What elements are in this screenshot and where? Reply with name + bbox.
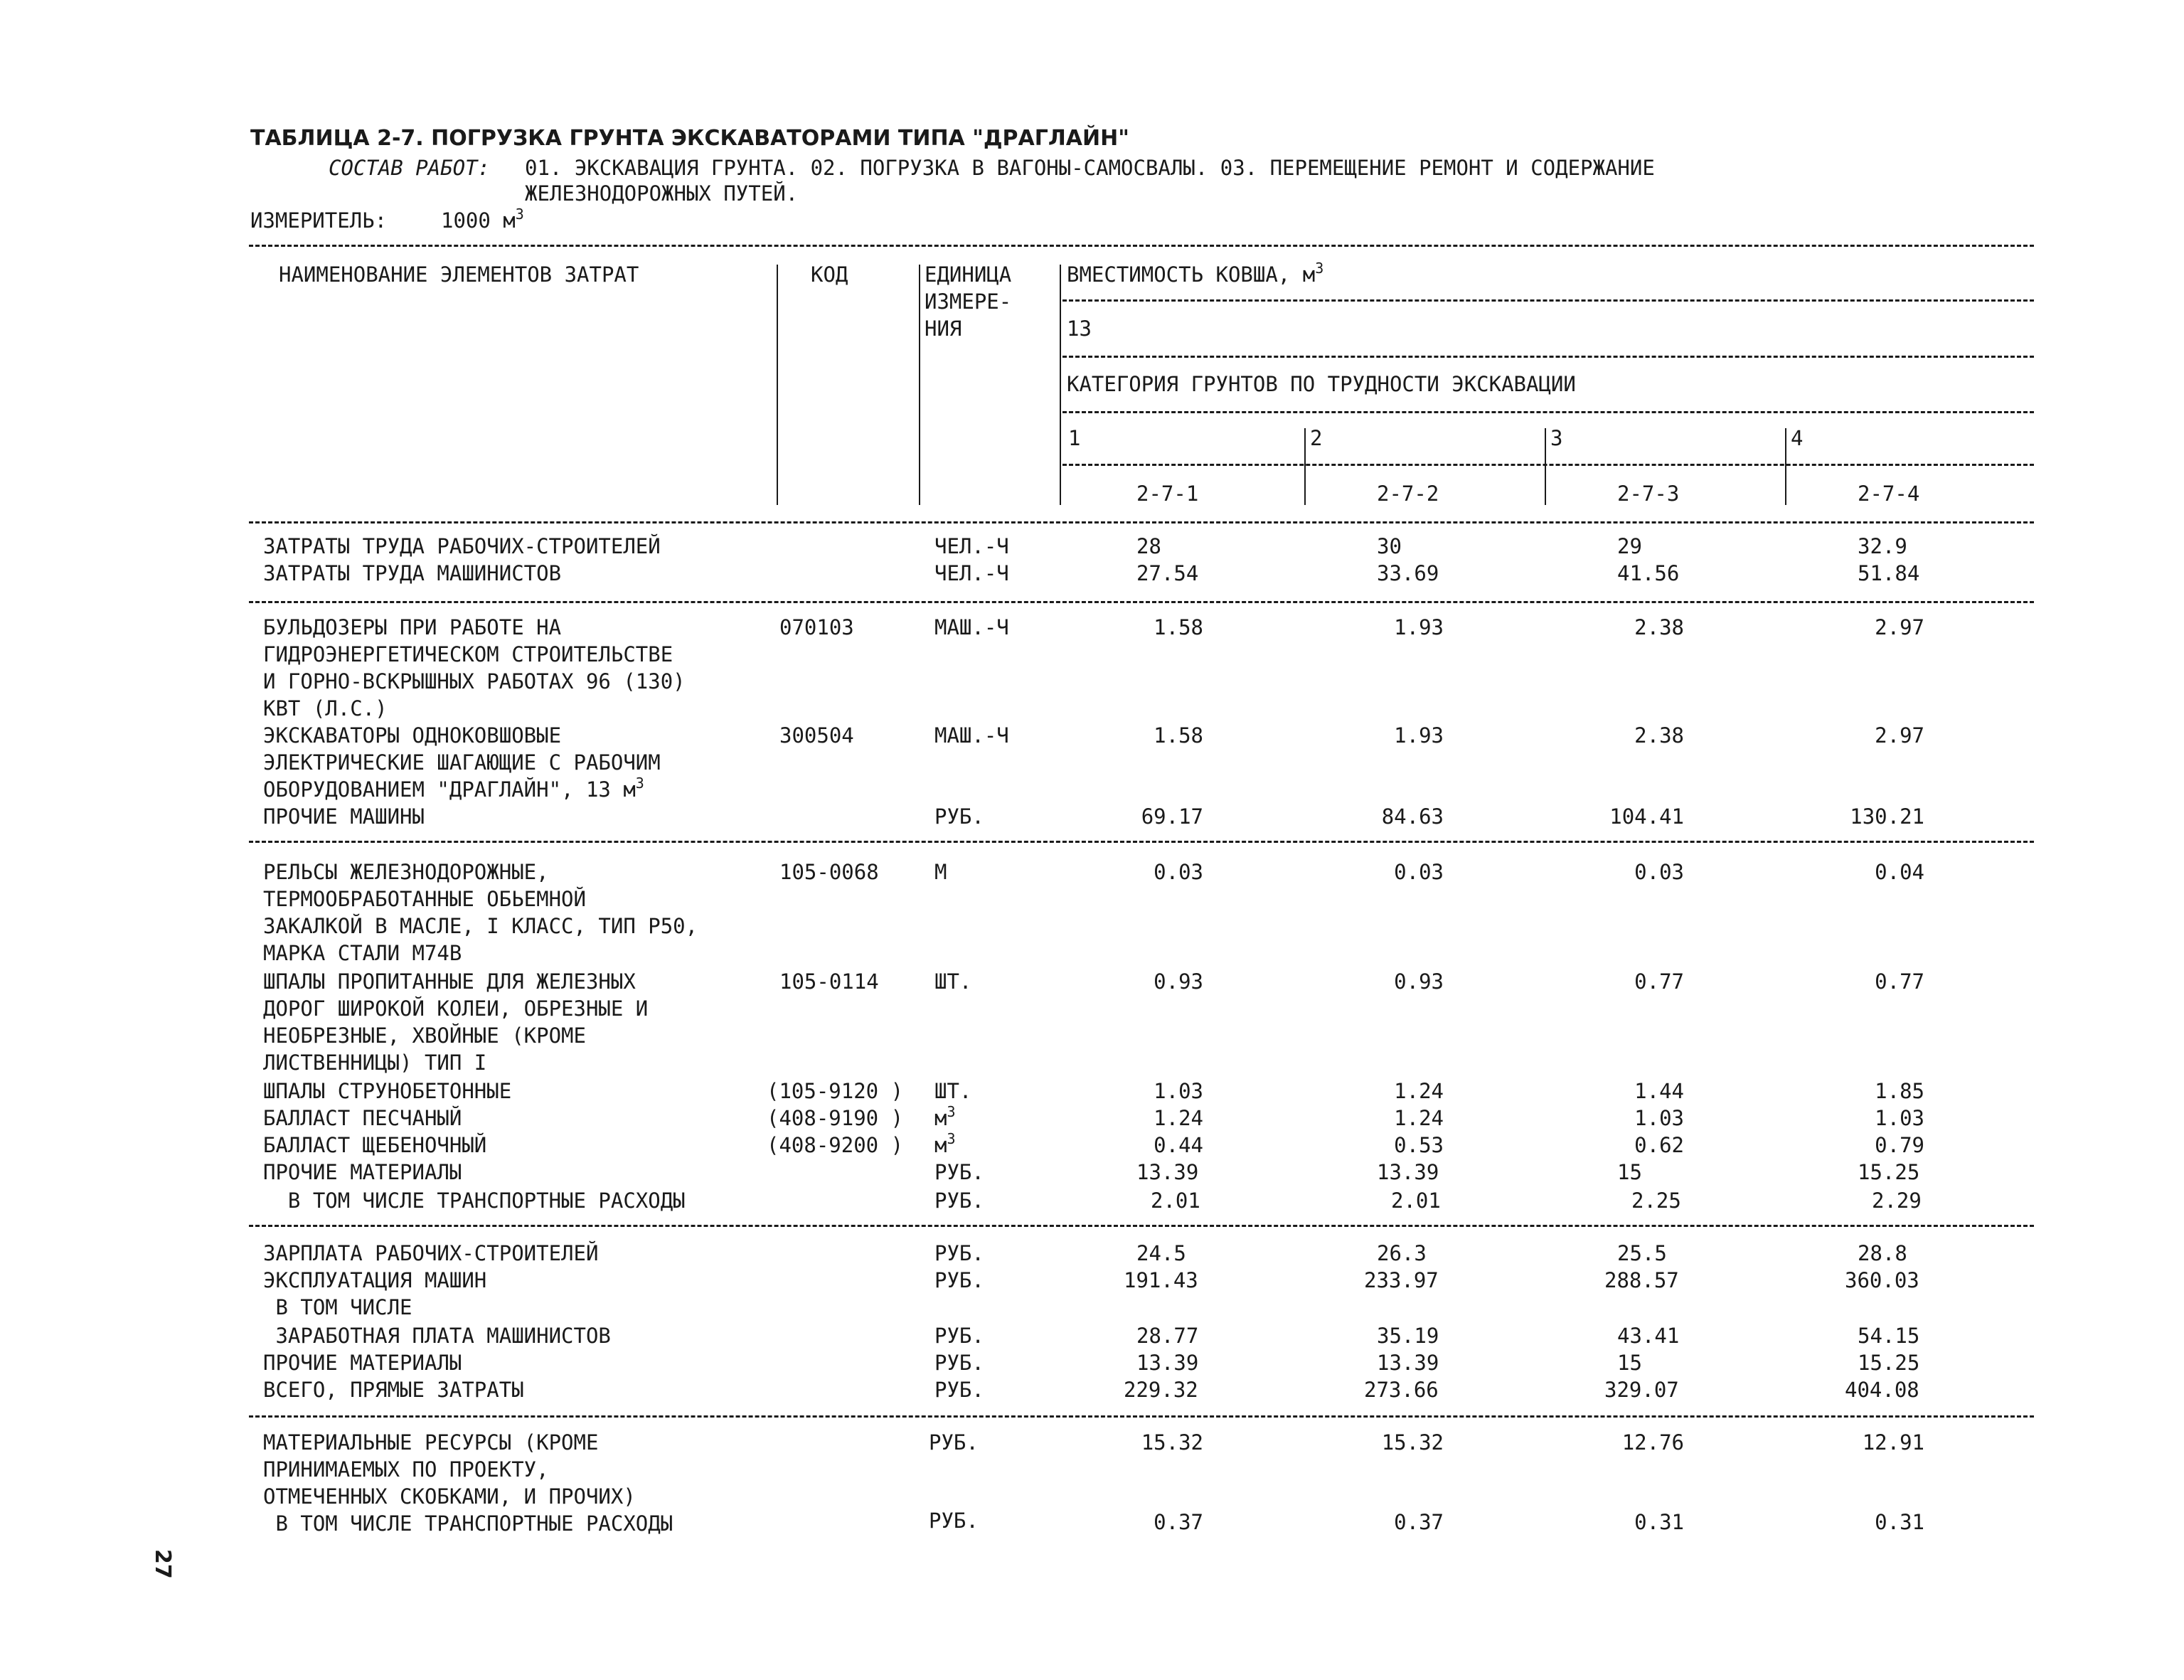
- row-value: 0.79: [1875, 1133, 1924, 1157]
- row-name: ПРИНИМАЕМЫХ ПО ПРОЕКТУ,: [263, 1457, 549, 1482]
- row-name: МАРКА СТАЛИ М74В: [263, 941, 462, 965]
- category-1: 1: [1068, 426, 1081, 450]
- row-value: 33.69: [1377, 561, 1439, 585]
- row-value: 0.03: [1154, 860, 1203, 884]
- row-value: 0.62: [1634, 1133, 1684, 1157]
- row-value: 15.25: [1858, 1351, 1920, 1375]
- header-sub-rule-1: [1062, 299, 2034, 302]
- row-name: ЭЛЕКТРИЧЕСКИЕ ШАГАЮЩИЕ С РАБОЧИМ: [263, 750, 661, 775]
- composition-text-1: 01. ЭКСКАВАЦИЯ ГРУНТА. 02. ПОГРУЗКА В ВАГОНЫ-САМОСВАЛЫ. 03. ПЕРЕМЕЩЕНИЕ РЕМОНТ И СОДЕРЖАНИЕ: [525, 156, 1655, 180]
- section-rule: [249, 601, 2034, 603]
- row-name: ОТМЕЧЕННЫХ СКОБКАМИ, И ПРОЧИХ): [263, 1484, 636, 1509]
- col-sep-code: [777, 265, 778, 505]
- row-value: 54.15: [1858, 1324, 1920, 1348]
- row-value: 41.56: [1617, 561, 1680, 585]
- row-name: ШПАЛЫ ПРОПИТАННЫЕ ДЛЯ ЖЕЛЕЗНЫХ: [263, 969, 636, 994]
- row-value: 12.76: [1621, 1430, 1684, 1455]
- row-value: 2.38: [1634, 723, 1684, 748]
- row-value: 1.03: [1154, 1079, 1203, 1103]
- row-value: 0.93: [1154, 969, 1203, 994]
- row-name: ВСЕГО, ПРЯМЫЕ ЗАТРАТЫ: [263, 1378, 524, 1402]
- col-sep-unit: [919, 265, 920, 505]
- row-value: 1.24: [1154, 1106, 1203, 1130]
- row-value: 15: [1617, 1351, 1642, 1375]
- row-value: 32.9: [1858, 534, 1907, 558]
- row-value: 0.44: [1154, 1133, 1203, 1157]
- row-name: ЗАРПЛАТА РАБОЧИХ-СТРОИТЕЛЕЙ: [263, 1241, 599, 1265]
- row-unit: МАШ.-Ч: [934, 615, 1009, 639]
- row-unit: РУБ.: [934, 1241, 984, 1265]
- col-header-name: НАИМЕНОВАНИЕ ЭЛЕМЕНТОВ ЗАТРАТ: [279, 262, 639, 287]
- header-bottom-rule: [249, 521, 2034, 523]
- row-name: ЗАТРАТЫ ТРУДА РАБОЧИХ-СТРОИТЕЛЕЙ: [263, 534, 661, 558]
- row-code: 070103: [779, 615, 854, 639]
- row-value: 13.39: [1136, 1160, 1199, 1184]
- row-value: 104.41: [1609, 804, 1684, 829]
- row-code: 300504: [779, 723, 854, 748]
- composition-label: СОСТАВ РАБОТ:: [329, 156, 490, 180]
- row-value: 1.44: [1634, 1079, 1684, 1103]
- col-sep-cat4: [1785, 428, 1786, 505]
- row-unit: МАШ.-Ч: [934, 723, 1009, 748]
- row-unit: РУБ.: [934, 1160, 984, 1184]
- row-name: ТЕРМООБРАБОТАННЫЕ ОБЬЕМНОЙ: [263, 887, 586, 911]
- row-value: 0.37: [1394, 1510, 1444, 1534]
- row-unit: ШТ.: [934, 1079, 972, 1103]
- row-name: ПРОЧИЕ МАТЕРИАЛЫ: [263, 1351, 462, 1375]
- row-name: ЗАТРАТЫ ТРУДА МАШИНИСТОВ: [263, 561, 562, 585]
- row-value: 2.97: [1875, 615, 1924, 639]
- row-value: 2.29: [1872, 1189, 1922, 1213]
- col-header-code: КОД: [811, 262, 848, 287]
- col-sep-cat2: [1304, 428, 1306, 505]
- row-value: 0.77: [1634, 969, 1684, 994]
- table-title: ТАБЛИЦА 2-7. ПОГРУЗКА ГРУНТА ЭКСКАВАТОРАМИ ТИПА "ДРАГЛАЙН": [250, 126, 1129, 151]
- row-value: 15.32: [1141, 1430, 1203, 1455]
- row-value: 84.63: [1381, 804, 1444, 829]
- row-value: 1.03: [1875, 1106, 1924, 1130]
- row-value: 15: [1617, 1160, 1642, 1184]
- row-value: 13.39: [1377, 1160, 1439, 1184]
- measure-value: 1000 $м^3$: [441, 206, 524, 233]
- col-header-bucket: ВМЕСТИМОСТЬ КОВША, $м^3$: [1067, 260, 1324, 287]
- section-rule: [249, 1415, 2034, 1418]
- row-name: РЕЛЬСЫ ЖЕЛЕЗНОДОРОЖНЫЕ,: [263, 860, 549, 884]
- row-unit: ШТ.: [934, 969, 972, 994]
- row-value: 43.41: [1617, 1324, 1680, 1348]
- code-2-7-2: 2-7-2: [1377, 482, 1439, 506]
- category-2: 2: [1310, 426, 1323, 450]
- row-name: ДОРОГ ШИРОКОЙ КОЛЕИ, ОБРЕЗНЫЕ И: [263, 996, 649, 1021]
- row-unit: РУБ.: [934, 1324, 984, 1348]
- row-value: 0.03: [1394, 860, 1444, 884]
- row-value: 51.84: [1858, 561, 1920, 585]
- row-value: 0.77: [1875, 969, 1924, 994]
- row-name: ЭКСПЛУАТАЦИЯ МАШИН: [263, 1268, 487, 1292]
- row-unit: РУБ.: [934, 1189, 984, 1213]
- row-value: 28.77: [1136, 1324, 1199, 1348]
- row-unit: $м^3$: [934, 1103, 956, 1130]
- row-name: И ГОРНО-ВСКРЫШНЫХ РАБОТАХ 96 (130): [263, 669, 686, 693]
- row-value: 1.03: [1634, 1106, 1684, 1130]
- row-unit: РУБ.: [934, 1378, 984, 1402]
- row-unit: ЧЕЛ.-Ч: [934, 534, 1009, 558]
- row-value: 273.66: [1364, 1378, 1439, 1402]
- row-name: В ТОМ ЧИСЛЕ: [263, 1295, 412, 1319]
- row-code: (408-9190 ): [767, 1106, 904, 1130]
- row-name: БАЛЛАСТ ЩЕБЕНОЧНЫЙ: [263, 1133, 487, 1157]
- row-value: 13.39: [1136, 1351, 1199, 1375]
- row-value: 233.97: [1364, 1268, 1439, 1292]
- composition-text-2: ЖЕЛЕЗНОДОРОЖНЫХ ПУТЕЙ.: [525, 181, 799, 206]
- row-code: 105-0114: [779, 969, 879, 994]
- row-name: БАЛЛАСТ ПЕСЧАНЫЙ: [263, 1106, 462, 1130]
- row-value: 191.43: [1124, 1268, 1198, 1292]
- row-value: 130.21: [1850, 804, 1924, 829]
- row-name: ПРОЧИЕ МАШИНЫ: [263, 804, 425, 829]
- row-value: 0.31: [1634, 1510, 1684, 1534]
- row-value: 329.07: [1604, 1378, 1679, 1402]
- row-value: 15.32: [1381, 1430, 1444, 1455]
- row-value: 1.93: [1394, 723, 1444, 748]
- row-name: ЗАРАБОТНАЯ ПЛАТА МАШИНИСТОВ: [263, 1324, 611, 1348]
- row-value: 69.17: [1141, 804, 1203, 829]
- row-value: 28: [1136, 534, 1161, 558]
- row-code: (105-9120 ): [767, 1079, 904, 1103]
- row-value: 30: [1377, 534, 1402, 558]
- section-rule: [249, 841, 2034, 843]
- col-sep-values: [1060, 265, 1061, 505]
- row-value: 0.03: [1634, 860, 1684, 884]
- code-2-7-3: 2-7-3: [1617, 482, 1680, 506]
- col-sep-cat3: [1545, 428, 1546, 505]
- row-value: 13.39: [1377, 1351, 1439, 1375]
- row-value: 28.8: [1858, 1241, 1907, 1265]
- header-sub-rule-2: [1062, 356, 2034, 358]
- category-4: 4: [1791, 426, 1804, 450]
- row-value: 229.32: [1124, 1378, 1198, 1402]
- row-unit: РУБ.: [934, 1351, 984, 1375]
- row-unit: РУБ.: [934, 1268, 984, 1292]
- row-value: 12.91: [1862, 1430, 1924, 1455]
- row-name: ЭКСКАВАТОРЫ ОДНОКОВШОВЫЕ: [263, 723, 562, 748]
- row-name: В ТОМ ЧИСЛЕ ТРАНСПОРТНЫЕ РАСХОДЫ: [263, 1511, 673, 1536]
- table-top-rule: [249, 245, 2034, 247]
- row-value: 2.97: [1875, 723, 1924, 748]
- row-value: 0.93: [1394, 969, 1444, 994]
- row-value: 26.3: [1377, 1241, 1427, 1265]
- row-name: ОБОРУДОВАНИЕМ "ДРАГЛАЙН", 13 $м^3$: [263, 775, 644, 802]
- row-value: 2.01: [1391, 1189, 1441, 1213]
- row-value: 25.5: [1617, 1241, 1667, 1265]
- row-name: ПРОЧИЕ МАТЕРИАЛЫ: [263, 1160, 462, 1184]
- header-sub-rule-3: [1062, 411, 2034, 413]
- row-value: 2.01: [1151, 1189, 1200, 1213]
- row-value: 0.37: [1154, 1510, 1203, 1534]
- row-value: 404.08: [1845, 1378, 1919, 1402]
- row-name: НЕОБРЕЗНЫЕ, ХВОЙНЫЕ (КРОМЕ: [263, 1024, 586, 1048]
- row-unit: РУБ.: [929, 1509, 979, 1533]
- page-number: 27: [150, 1549, 175, 1579]
- header-sub-rule-4: [1062, 464, 2034, 466]
- bucket-value: 13: [1067, 317, 1092, 341]
- row-value: 15.25: [1858, 1160, 1920, 1184]
- row-value: 288.57: [1604, 1268, 1679, 1292]
- row-value: 29: [1617, 534, 1642, 558]
- code-2-7-1: 2-7-1: [1136, 482, 1199, 506]
- row-value: 0.04: [1875, 860, 1924, 884]
- row-value: 1.58: [1154, 723, 1203, 748]
- row-value: 1.24: [1394, 1106, 1444, 1130]
- measure-label: ИЗМЕРИТЕЛЬ:: [250, 208, 388, 233]
- row-unit: $м^3$: [934, 1130, 956, 1157]
- row-value: 1.24: [1394, 1079, 1444, 1103]
- row-unit: ЧЕЛ.-Ч: [934, 561, 1009, 585]
- col-header-category: КАТЕГОРИЯ ГРУНТОВ ПО ТРУДНОСТИ ЭКСКАВАЦИИ: [1067, 372, 1576, 396]
- row-value: 0.31: [1875, 1510, 1924, 1534]
- row-unit: РУБ.: [929, 1430, 979, 1455]
- row-unit: М: [934, 860, 947, 884]
- row-name: БУЛЬДОЗЕРЫ ПРИ РАБОТЕ НА: [263, 615, 562, 639]
- row-value: 1.93: [1394, 615, 1444, 639]
- row-value: 2.25: [1631, 1189, 1681, 1213]
- row-unit: РУБ.: [934, 804, 984, 829]
- row-name: ЛИСТВЕННИЦЫ) ТИП I: [263, 1051, 487, 1075]
- row-value: 360.03: [1845, 1268, 1919, 1292]
- row-value: 35.19: [1377, 1324, 1439, 1348]
- row-name: КВТ (Л.С.): [263, 696, 388, 721]
- col-header-unit: ИЗМЕРЕ-: [925, 289, 1012, 314]
- row-value: 0.53: [1394, 1133, 1444, 1157]
- row-value: 1.58: [1154, 615, 1203, 639]
- row-name: ШПАЛЫ СТРУНОБЕТОННЫЕ: [263, 1079, 512, 1103]
- row-code: (408-9200 ): [767, 1133, 904, 1157]
- row-name: ГИДРОЭНЕРГЕТИЧЕСКОМ СТРОИТЕЛЬСТВЕ: [263, 642, 673, 666]
- section-rule: [249, 1225, 2034, 1227]
- row-name: В ТОМ ЧИСЛЕ ТРАНСПОРТНЫЕ РАСХОДЫ: [263, 1189, 686, 1213]
- col-header-unit: ЕДИНИЦА: [925, 262, 1012, 287]
- row-value: 27.54: [1136, 561, 1199, 585]
- row-code: 105-0068: [779, 860, 879, 884]
- col-header-unit: НИЯ: [925, 317, 962, 341]
- row-name: ЗАКАЛКОЙ В МАСЛЕ, I КЛАСС, ТИП Р50,: [263, 914, 698, 938]
- category-3: 3: [1550, 426, 1563, 450]
- row-value: 1.85: [1875, 1079, 1924, 1103]
- code-2-7-4: 2-7-4: [1858, 482, 1920, 506]
- row-value: 24.5: [1136, 1241, 1186, 1265]
- row-name: МАТЕРИАЛЬНЫЕ РЕСУРСЫ (КРОМЕ: [263, 1430, 599, 1455]
- row-value: 2.38: [1634, 615, 1684, 639]
